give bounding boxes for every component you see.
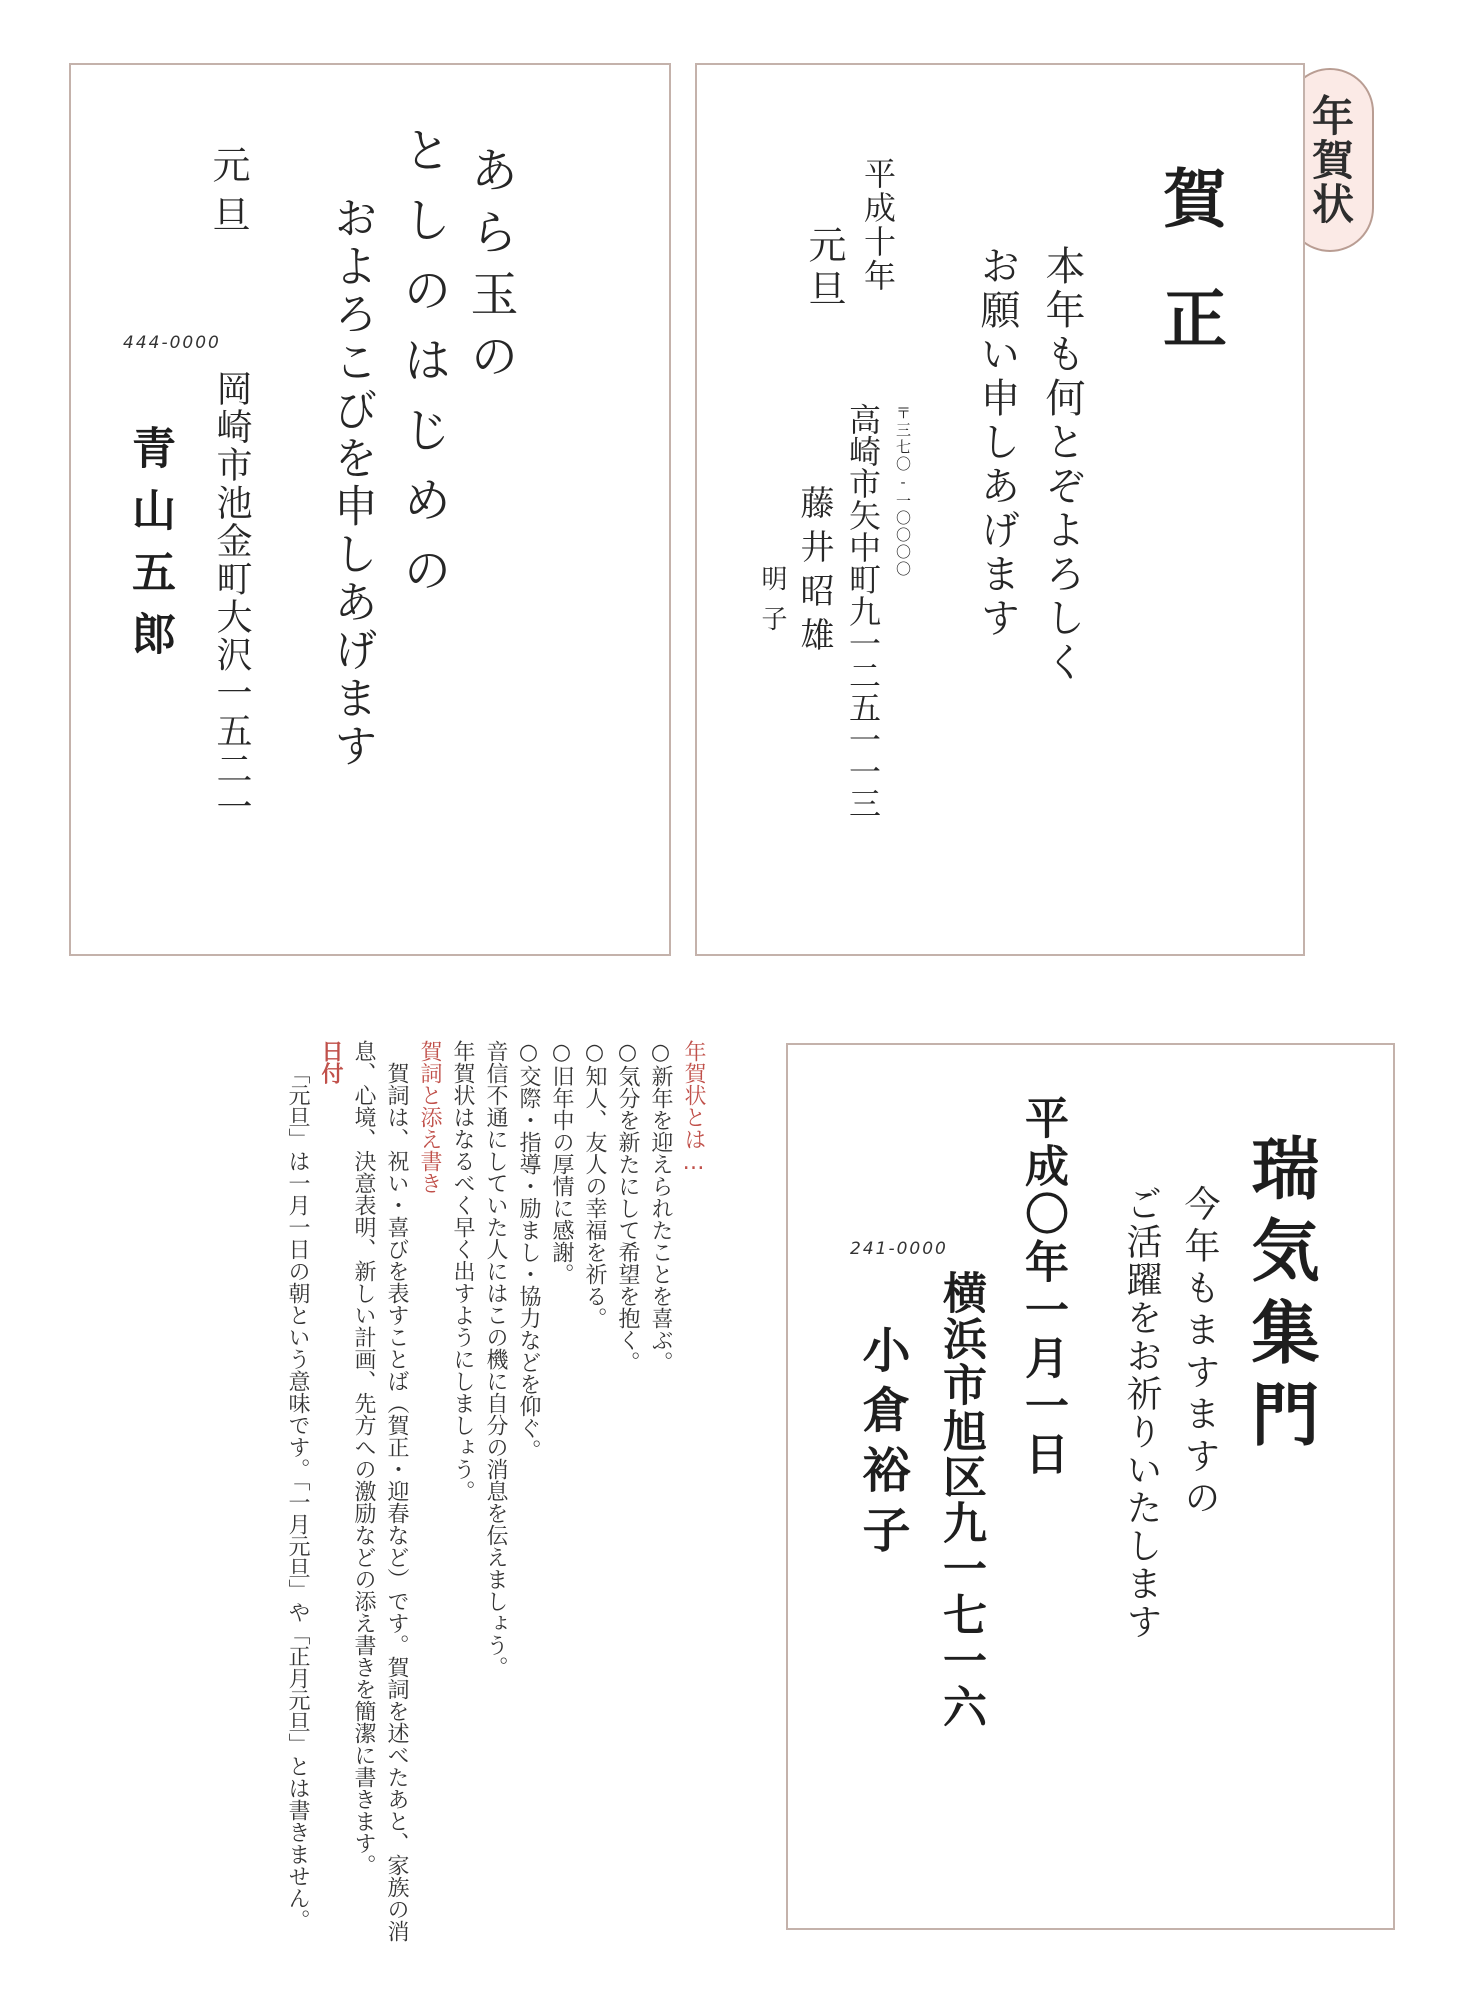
- paragraph: 音信不通にしていた人にはこの機に自分の消息を伝えましょう。: [483, 1040, 508, 1678]
- card-date: 元旦: [206, 145, 250, 245]
- card-sender-name-2: 明子: [757, 565, 787, 645]
- card-date: 元旦: [802, 225, 846, 313]
- card-sender-name: 藤井昭雄: [794, 485, 834, 661]
- card-greeting-line-3: およろこびを申しあげます: [326, 195, 377, 771]
- bullet-item: ○気分を新たにして希望を抱く。: [615, 1040, 640, 1373]
- paragraph: 賀詞は、祝い・喜びを表すことば（賀正・迎春など）です。賀詞を述べたあと、家族の消息、心境、決意表明、新しい計画、先方への激励などの添え書きを簡潔に書きます。: [351, 1040, 409, 1942]
- new-year-card-sample-3: [786, 1043, 1395, 1930]
- card-postal-code: 〒三七〇-一〇〇〇〇: [894, 405, 912, 578]
- card-postal-code: 444-0000: [123, 333, 221, 353]
- card-greeting-line-1: あら玉の: [462, 145, 518, 393]
- explanation-text: [60, 1040, 710, 1980]
- card-sender-name: 青山五郎: [124, 425, 175, 673]
- new-year-card-sample-2: [695, 63, 1305, 956]
- section-heading-what-is-nengajo: 年賀状とは…: [681, 1040, 706, 1175]
- card-address: 高崎市矢中町九一二五一一三: [844, 403, 882, 819]
- card-title: 瑞気集門: [1240, 1133, 1320, 1461]
- new-year-card-sample-1: [69, 63, 671, 956]
- card-greeting-line-2: お願い申しあげます: [974, 245, 1020, 641]
- bullet-item: ○交際・指導・励まし・協力などを仰ぐ。: [516, 1040, 541, 1461]
- card-title: 賀正: [1152, 165, 1227, 405]
- section-heading-date: 日付: [318, 1040, 343, 1084]
- bullet-item: ○知人、友人の幸福を祈る。: [582, 1040, 607, 1329]
- card-greeting-line-2: ご活躍をお祈りいたします: [1121, 1185, 1162, 1641]
- bullet-item: ○新年を迎えられたことを喜ぶ。: [648, 1040, 673, 1373]
- card-greeting-line-2: としのはじめの: [395, 125, 451, 615]
- card-greeting-line-1: 本年も何とぞよろしく: [1039, 245, 1085, 685]
- paragraph: 年賀状はなるべく早く出すようにしましょう。: [450, 1040, 475, 1502]
- card-date: 平成〇年一月一日: [1017, 1095, 1068, 1479]
- card-sender-name: 小倉裕子: [854, 1325, 910, 1565]
- section-heading-greeting-words: 賀詞と添え書き: [417, 1040, 442, 1194]
- bullet-item: ○旧年中の厚情に感謝。: [549, 1040, 574, 1285]
- paragraph: 「元旦」は一月一日の朝という意味です。「一月元旦」や「正月元旦」とは書きません。: [285, 1062, 310, 1931]
- section-badge-label: 年賀状: [1306, 94, 1355, 226]
- card-date-year: 平成十年: [859, 157, 897, 293]
- card-postal-code: 241-0000: [850, 1239, 948, 1259]
- card-address: 岡崎市池金町大沢一五二一: [211, 370, 252, 826]
- card-greeting-line-1: 今年もますますの: [1179, 1185, 1220, 1521]
- card-address: 横浜市旭区九一七一六: [935, 1270, 986, 1730]
